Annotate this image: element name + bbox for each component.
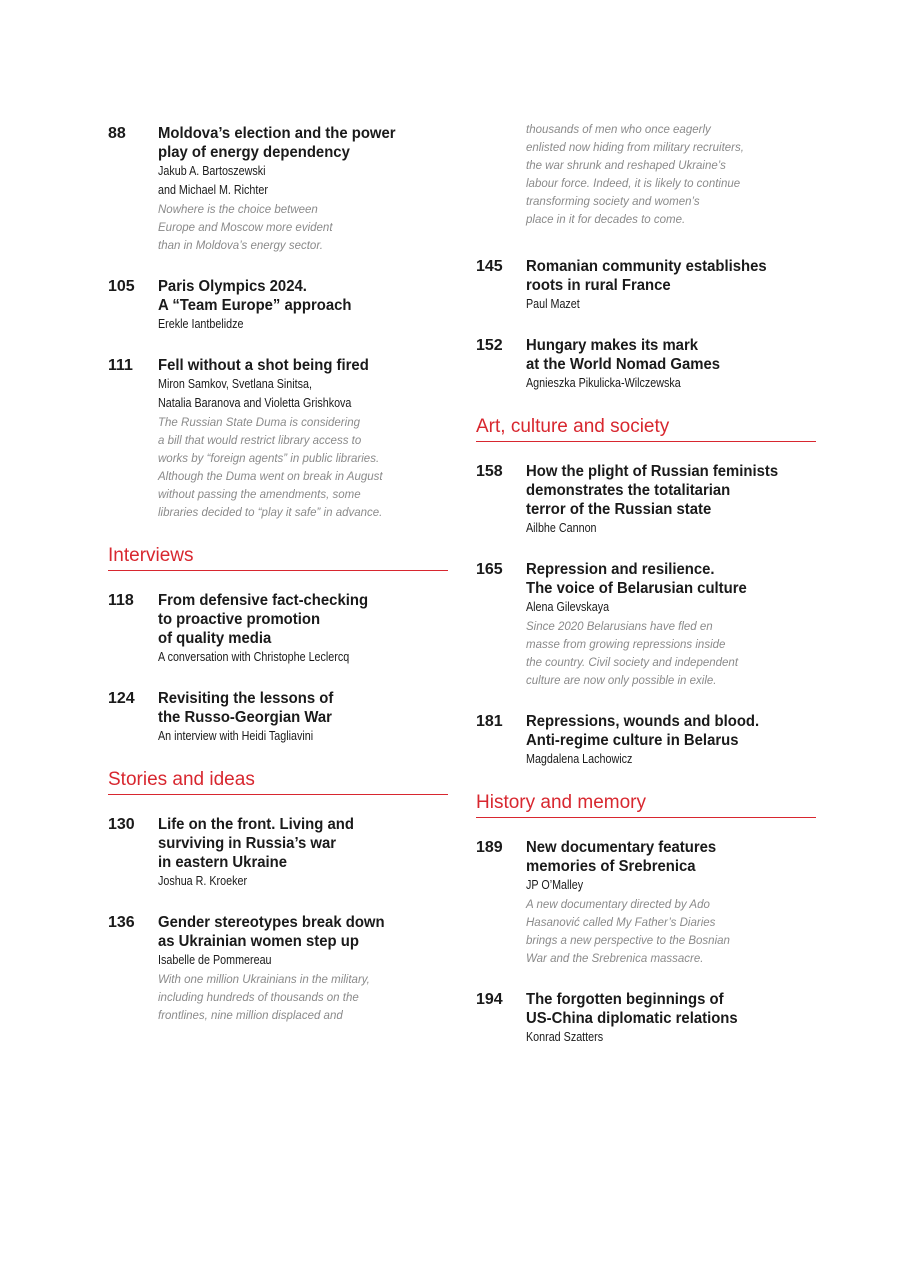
toc-entry-111[interactable] [108, 356, 448, 522]
entry-title[interactable]: From defensive fact-checking to proactive promotion of quality media [158, 592, 369, 647]
page-number: 194 [476, 991, 503, 1008]
entry-title[interactable]: Gender stereotypes break down as Ukrainian women step up [158, 914, 385, 950]
toc-entry-189[interactable] [476, 838, 816, 968]
toc-entry-136[interactable] [108, 913, 448, 1025]
entry-title[interactable]: New documentary features memories of Srebrenica [526, 839, 717, 875]
page-number: 105 [108, 278, 135, 295]
page-number: 158 [476, 463, 503, 480]
entry-summary: A new documentary directed by Ado Hasanović called My Father’s Diaries brings a new perspective to the Bosnian War and the Srebrenica massacre. [526, 899, 730, 965]
entry-title[interactable]: Hungary makes its mark at the World Nomad Games [526, 337, 721, 373]
toc-right-column [476, 124, 816, 1069]
entry-title[interactable]: How the plight of Russian feminists demonstrates the totalitarian terror of the Russian state [526, 463, 779, 518]
entry-title[interactable]: Moldova’s election and the power play of energy dependency [158, 125, 396, 161]
entry-author: Isabelle de Pommereau [158, 953, 272, 967]
entry-author: A conversation with Christophe Leclercq [158, 650, 350, 664]
entry-summary: Since 2020 Belarusians have fled en masse from growing repressions inside the country. Civil society and independent culture are now only possible in exile. [526, 621, 739, 687]
page-number: 124 [108, 690, 135, 707]
toc-entry-145[interactable] [476, 257, 816, 314]
page-number: 165 [476, 561, 503, 578]
entry-summary-continuation: thousands of men who once eagerly enlisted now hiding from military recruiters, the war shrunk and reshaped Ukraine’s labour force. Indeed, it is likely to continue transforming society and women’s place in it for decades to come. [526, 124, 744, 226]
page-number: 152 [476, 337, 503, 354]
page-number: 111 [108, 357, 133, 374]
toc-entry-165[interactable] [476, 560, 816, 690]
page-number: 145 [476, 258, 503, 275]
entry-author: Agnieszka Pikulicka-Wilczewska [526, 376, 681, 390]
entry-title[interactable]: Romanian community establishes roots in rural France [526, 258, 767, 294]
entry-author: Ailbhe Cannon [526, 521, 597, 535]
entry-author: An interview with Heidi Tagliavini [158, 729, 314, 743]
entry-author: Alena Gilevskaya [526, 600, 610, 614]
entry-author: Erekle Iantbelidze [158, 317, 244, 331]
entry-author: Miron Samkov, Svetlana Sinitsa, Natalia Baranova and Violetta Grishkova [158, 377, 352, 410]
entry-author: Konrad Szatters [526, 1030, 604, 1044]
page-number: 118 [108, 592, 134, 609]
page-number: 130 [108, 816, 135, 833]
page-number: 88 [108, 125, 126, 142]
toc-entry-152[interactable] [476, 336, 816, 393]
entry-author: Joshua R. Kroeker [158, 874, 248, 888]
toc-entry-158[interactable] [476, 462, 816, 538]
entry-title[interactable]: Revisiting the lessons of the Russo-Georgian War [158, 690, 334, 726]
toc-left-column [108, 124, 448, 1047]
entry-summary: The Russian State Duma is considering a bill that would restrict library access to works by “foreign agents” in public libraries. Although the Duma went on break in August without passing the amendments, some libraries decided to “play it safe” in advance. [158, 417, 383, 519]
section-heading-history-and-memory: History and memory [476, 791, 816, 818]
toc-entry-194[interactable] [476, 990, 816, 1047]
entry-title[interactable]: Fell without a shot being fired [158, 357, 369, 374]
entry-author: Magdalena Lachowicz [526, 752, 633, 766]
page-number: 136 [108, 914, 135, 931]
page-number: 189 [476, 839, 503, 856]
toc-entry-105[interactable] [108, 277, 448, 334]
entry-author: JP O’Malley [526, 878, 584, 892]
entry-title[interactable]: Paris Olympics 2024. A “Team Europe” approach [158, 278, 352, 314]
entry-title[interactable]: The forgotten beginnings of US-China diplomatic relations [526, 991, 738, 1027]
entry-title[interactable]: Repressions, wounds and blood. Anti-regime culture in Belarus [526, 713, 760, 749]
entry-summary: Nowhere is the choice between Europe and Moscow more evident than in Moldova’s energy sector. [158, 204, 333, 252]
section-heading-interviews: Interviews [108, 544, 448, 571]
toc-entry-118[interactable] [108, 591, 448, 667]
entry-author: Jakub A. Bartoszewski and Michael M. Richter [158, 164, 268, 197]
section-heading-stories-and-ideas: Stories and ideas [108, 768, 448, 795]
toc-entry-88[interactable] [108, 124, 448, 255]
page-number: 181 [476, 713, 503, 730]
toc-entry-181[interactable] [476, 712, 816, 769]
entry-title[interactable]: Repression and resilience. The voice of Belarusian culture [526, 561, 747, 597]
entry-title[interactable]: Life on the front. Living and surviving in Russia’s war in eastern Ukraine [158, 816, 354, 871]
entry-summary: With one million Ukrainians in the military, including hundreds of thousands on the frontlines, nine million displaced and [158, 974, 370, 1022]
toc-entry-130[interactable] [108, 815, 448, 891]
entry-author: Paul Mazet [526, 297, 580, 311]
section-heading-art-culture-and-society: Art, culture and society [476, 415, 816, 442]
toc-entry-124[interactable] [108, 689, 448, 746]
